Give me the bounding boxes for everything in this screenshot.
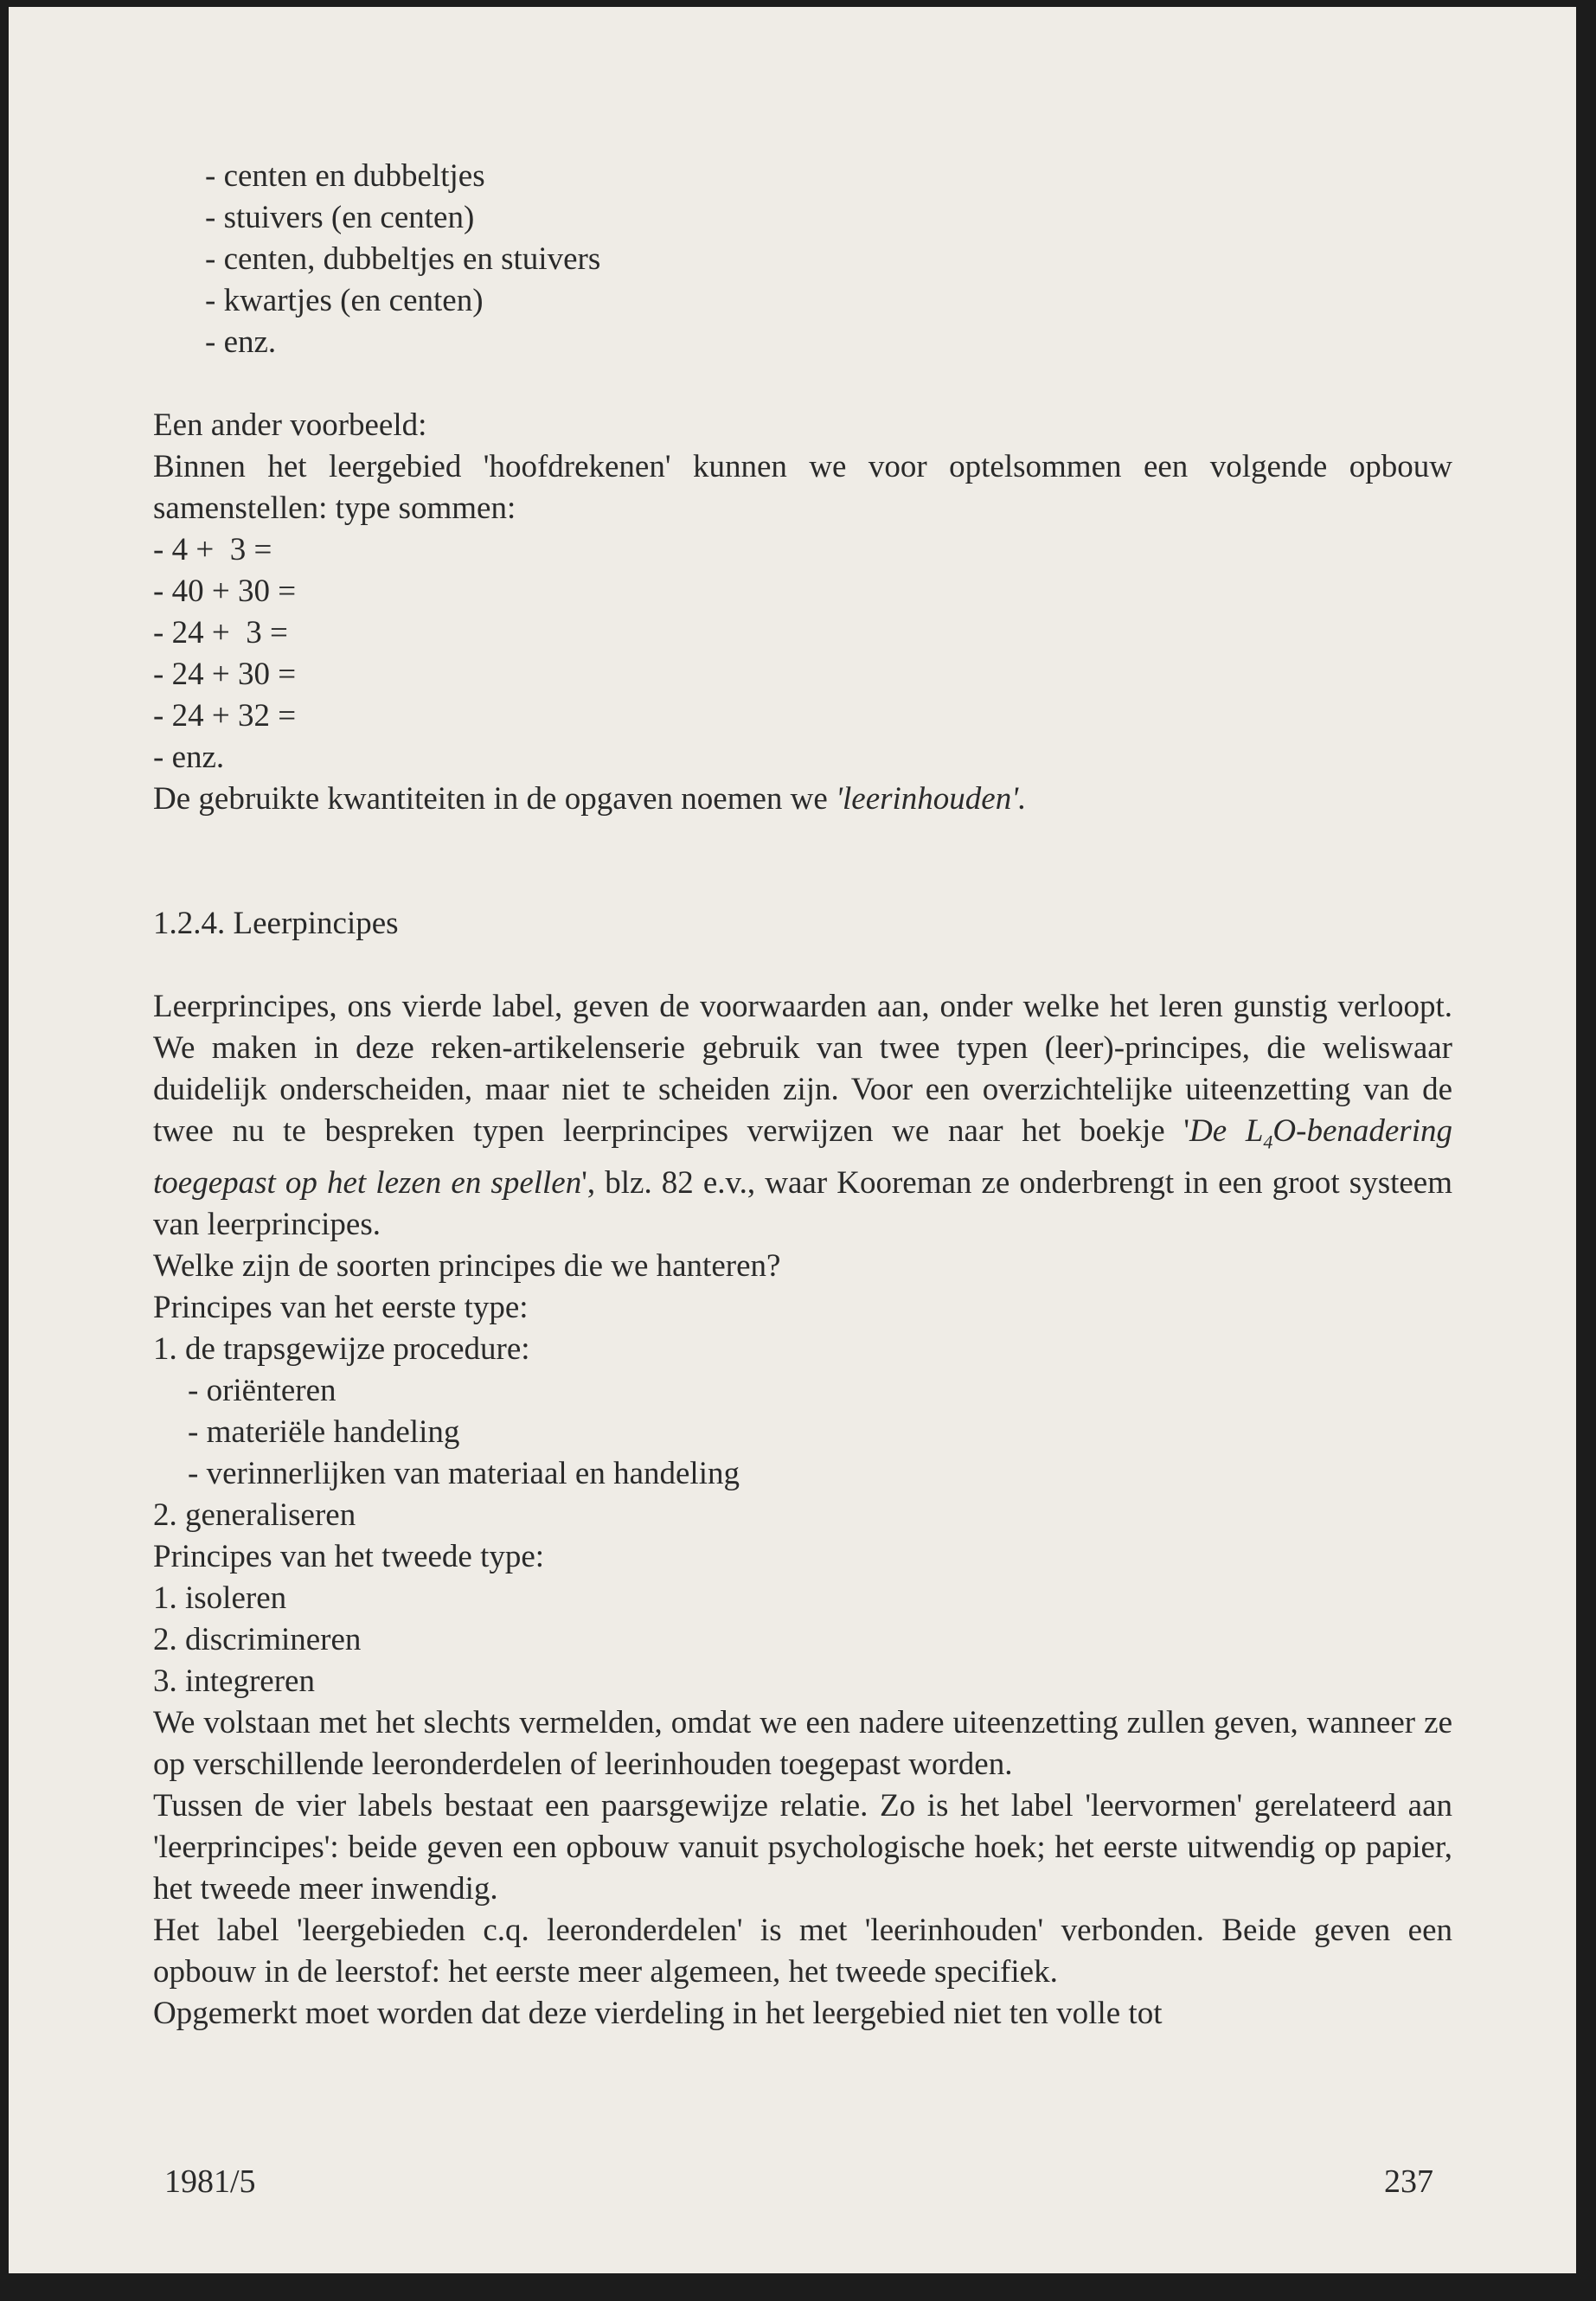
sum-item: - 40 + 30 = [153,574,297,609]
list-item: - kwartjes (en centen) [205,283,484,318]
list-item: 2. discrimineren [153,1622,362,1658]
sub-list-item: - verinnerlijken van materiaal en handeling [188,1456,740,1492]
example-conclusion: De gebruikte kwantiteiten in de opgaven noemen we 'leerinhouden'. [153,781,1027,817]
example-paragraph: Binnen het leergebied 'hoofdrekenen' kunnen we voor optelsommen een volgende opbouw samenstellen: type sommen: [153,449,1452,526]
question: Welke zijn de soorten principes die we hanteren? [153,1248,781,1285]
list-item: 3. integreren [153,1663,315,1700]
sum-item: - enz. [153,740,225,775]
list-item: 2. generaliseren [153,1497,356,1534]
section-title: 1.2.4. Leerpincipes [153,906,399,941]
sum-item: - 24 + 30 = [153,657,297,692]
list-item: 1. isoleren [153,1580,287,1617]
issue-number: 1981/5 [164,2163,256,2200]
page-content [153,156,1452,2035]
sub-list-item: - oriënteren [188,1373,337,1409]
sum-item: - 4 + 3 = [153,532,272,567]
paragraph: Opgemerkt moet worden dat deze vierdeling in het leergebied niet ten volle tot [153,1996,1163,2032]
list-item: 1. de trapsgewijze procedure: [153,1331,530,1368]
example-heading: Een ander voorbeeld: [153,407,427,443]
list-item: - centen, dubbeltjes en stuivers [205,241,601,277]
sub-list-item: - materiële handeling [188,1414,460,1451]
sum-item: - 24 + 32 = [153,698,297,734]
page-number: 237 [1384,2163,1433,2200]
paragraph-leerprincipes: Leerprincipes, ons vierde label, geven de voorwaarden aan, onder welke het leren gunstig verloopt. We maken in deze reken-artikelenserie gebruik van twee typen (leer)-principes, die weliswaar duidelijk onderscheiden, maar niet te scheiden zijn. Voor een overzichtelijke uiteenzetting van de twee nu te bespreken typen leerprincipes verwijzen we naar het boekje 'De $L_4O$-benadering toegepast op het lezen en spellen', blz. 82 e.v., waar Kooreman ze onderbrengt in een groot systeem van leerprincipes. [153,989,1452,1243]
paragraph: We volstaan met het slechts vermelden, omdat we een nadere uiteenzetting zullen geven, wanneer ze op verschillende leeronderdelen of leerinhouden toegepast worden. [153,1705,1452,1783]
list-item: - centen en dubbeltjes [205,158,485,194]
type2-heading: Principes van het tweede type: [153,1539,545,1575]
list-item: - stuivers (en centen) [205,200,475,235]
paragraph: Tussen de vier labels bestaat een paarsgewijze relatie. Zo is het label 'leervormen' gerelateerd aan 'leerprincipes': beide geven een opbouw vanuit psychologische hoek; het eerste uitwendig op papier, het tweede meer inwendig. [153,1788,1452,1907]
sum-item: - 24 + 3 = [153,615,288,651]
document-page [9,7,1576,2273]
type1-heading: Principes van het eerste type: [153,1290,529,1326]
list-item: - enz. [205,324,277,360]
paragraph: Het label 'leergebieden c.q. leeronderdelen' is met 'leerinhouden' verbonden. Beide geven een opbouw in de leerstof: het eerste meer algemeen, het tweede specifiek. [153,1913,1452,1990]
